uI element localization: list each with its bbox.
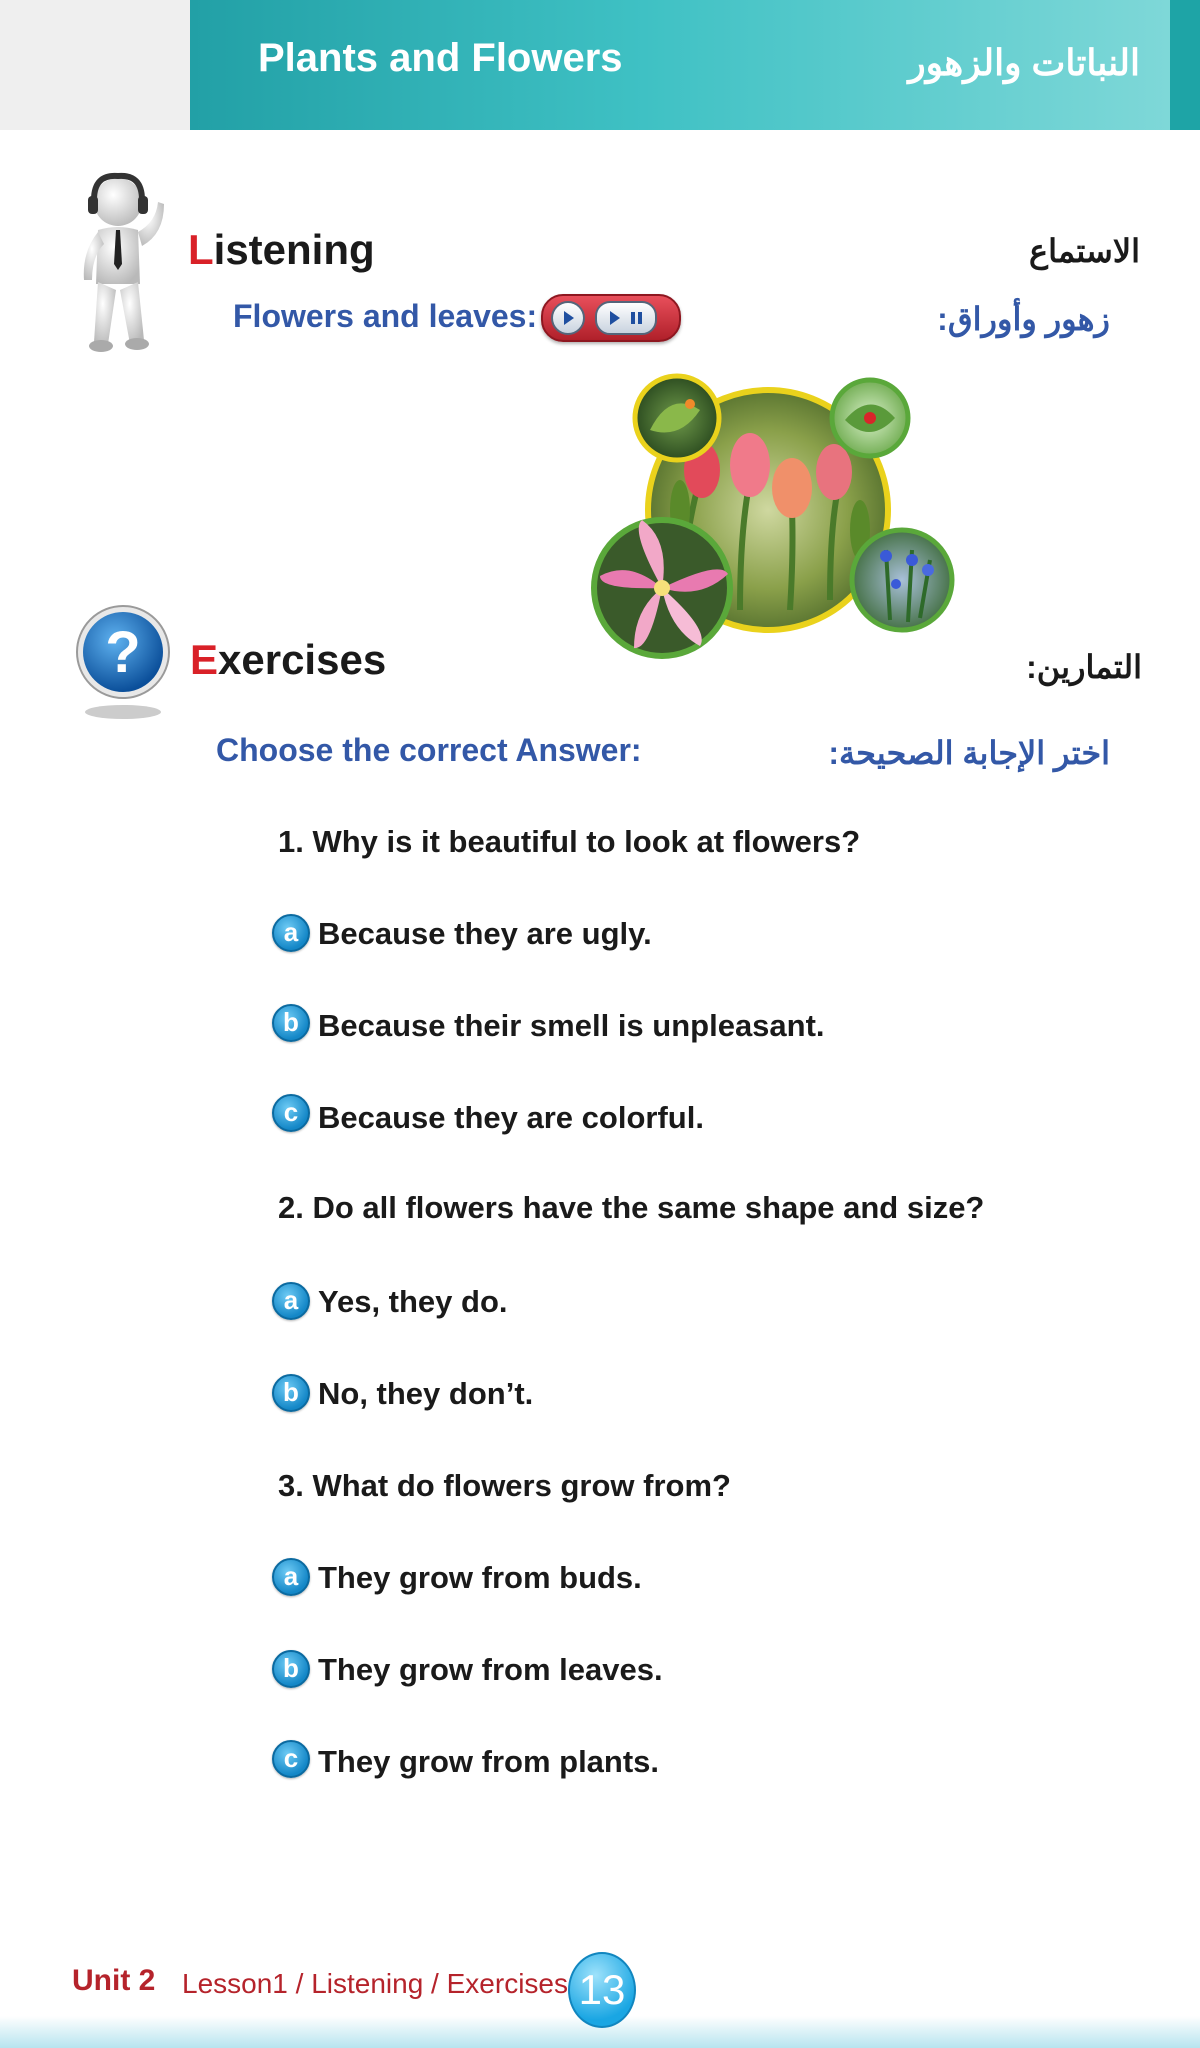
listening-subtitle: Flowers and leaves: <box>233 298 538 334</box>
option-text[interactable]: They grow from plants. <box>318 1744 660 1779</box>
question-3: 3. What do flowers grow from? <box>278 1468 731 1503</box>
option-letter-badge[interactable]: c <box>272 1740 310 1778</box>
option-letter-badge[interactable]: a <box>272 1282 310 1320</box>
exercises-instruction-arabic: اختر الإجابة الصحيحة: <box>828 735 1110 771</box>
exercises-instruction: Choose the correct Answer: <box>216 732 642 768</box>
option-text[interactable]: Yes, they do. <box>318 1284 508 1319</box>
page-title-arabic: النباتات والزهور <box>908 42 1140 83</box>
header-band-edge <box>1170 0 1200 130</box>
option-text[interactable]: Because they are ugly. <box>318 916 652 951</box>
play-icon <box>553 303 583 333</box>
option-letter-badge[interactable]: b <box>272 1004 310 1042</box>
option-text[interactable]: They grow from buds. <box>318 1560 642 1595</box>
question-1: 1. Why is it beautiful to look at flowers? <box>278 824 861 859</box>
option-letter-badge[interactable]: c <box>272 1094 310 1132</box>
option-text[interactable]: They grow from leaves. <box>318 1652 663 1687</box>
question-mark-icon <box>74 600 172 722</box>
question-2: 2. Do all flowers have the same shape and size? <box>278 1190 985 1225</box>
svg-text:?: ? <box>105 620 141 685</box>
play-pause-button[interactable] <box>595 301 657 335</box>
listening-title-initial: L <box>188 226 214 273</box>
option-letter-badge[interactable]: a <box>272 914 310 952</box>
header-left-panel <box>0 0 190 130</box>
listening-title-rest: istening <box>213 226 375 273</box>
audio-player <box>541 294 681 342</box>
exercises-title <box>190 636 386 684</box>
option-text[interactable]: No, they don’t. <box>318 1376 534 1411</box>
listening-title <box>188 226 375 274</box>
listening-subtitle-arabic: زهور وأوراق: <box>937 301 1110 337</box>
page-title: Plants and Flowers <box>258 36 623 80</box>
play-pause-icon <box>597 303 655 333</box>
exercises-title-arabic: التمارين: <box>1026 649 1142 685</box>
option-letter-badge[interactable]: a <box>272 1558 310 1596</box>
flower-collage-image <box>590 360 960 680</box>
option-letter-badge[interactable]: b <box>272 1650 310 1688</box>
play-button[interactable] <box>551 301 585 335</box>
headphones-person-icon <box>74 172 170 354</box>
footer-unit: Unit 2 <box>72 1964 156 1997</box>
exercises-title-initial: E <box>190 636 219 683</box>
option-text[interactable]: Because they are colorful. <box>318 1100 704 1135</box>
option-text[interactable]: Because their smell is unpleasant. <box>318 1008 825 1043</box>
exercises-title-rest: xercises <box>218 636 387 683</box>
footer-breadcrumb: Lesson1 / Listening / Exercises <box>182 1968 568 1999</box>
listening-title-arabic: الاستماع <box>1029 233 1140 269</box>
page-number-badge: 13 <box>568 1952 636 2028</box>
option-letter-badge[interactable]: b <box>272 1374 310 1412</box>
